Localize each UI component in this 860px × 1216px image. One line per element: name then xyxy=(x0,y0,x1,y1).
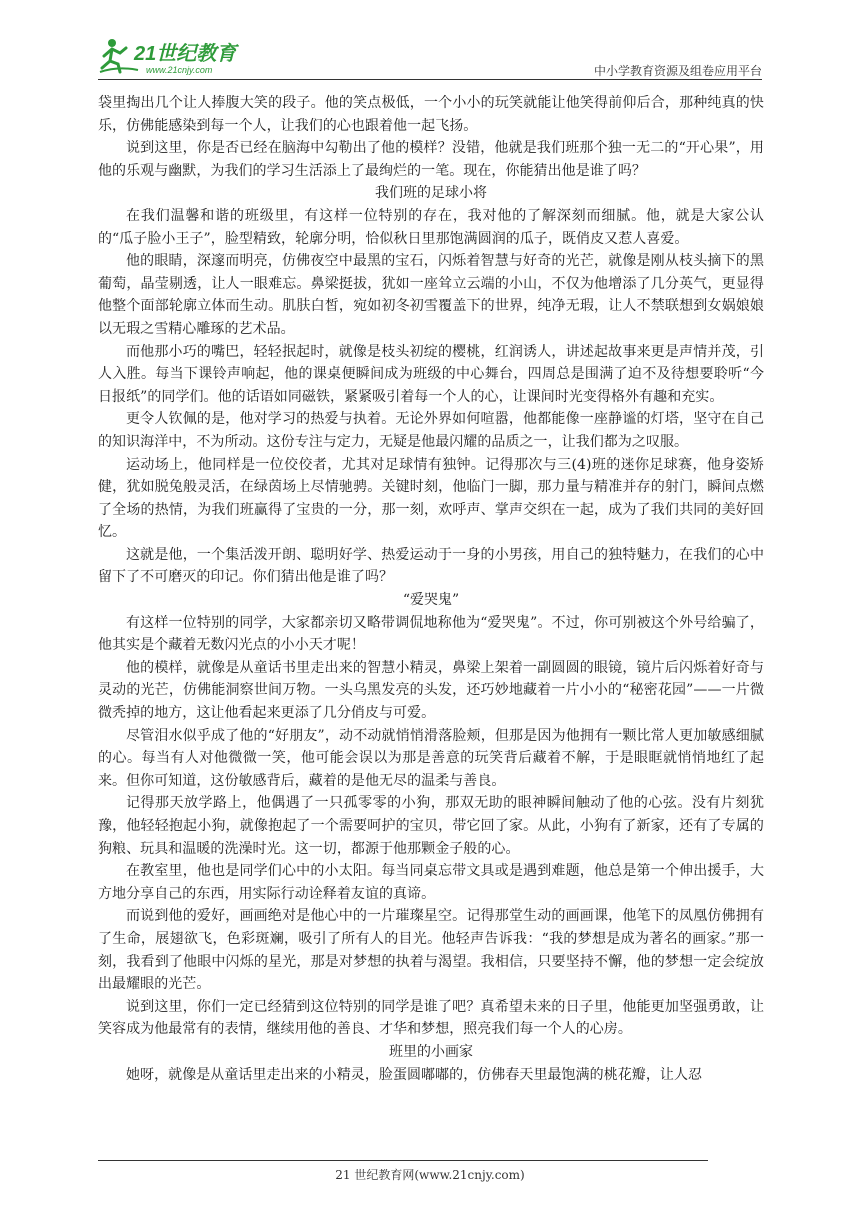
footer-divider xyxy=(98,1160,708,1161)
paragraph: 而说到他的爱好，画画绝对是他心中的一片璀璨星空。记得那堂生动的画画课，他笔下的凤凰仿佛拥有了生命，展翅欲飞，色彩斑斓，吸引了所有人的目光。他轻声告诉我：“我的梦想是成为著名的画家。”那一刻，我看到了他眼中闪烁的星光，那是对梦想的执着与渴望。我相信，只要坚持不懈，他的梦想一定会绽放出最耀眼的光芒。 xyxy=(98,908,764,993)
page-footer: 21 世纪教育网(www.21cnjy.com) xyxy=(335,1168,525,1182)
paragraph: 在教室里，他也是同学们心中的小太阳。每当同桌忘带文具或是遇到难题，他总是第一个伸出援手，大方地分享自己的东西，用实际行动诠释着友谊的真谛。 xyxy=(98,863,764,902)
logo xyxy=(98,36,278,76)
paragraph: 运动场上，他同样是一位佼佼者，尤其对足球情有独钟。记得那次与三(4)班的迷你足球赛，他身姿矫健，犹如脱兔般灵活，在绿茵场上尽情驰骋。关键时刻，他临门一脚，那力量与精准并存的射门，瞬间点燃了全场的热情，为我们班赢得了宝贵的一分，那一刻，欢呼声、掌声交织在一起，成为了我们共同的美好回忆。 xyxy=(98,456,764,541)
paragraph: 说到这里，你们一定已经猜到这位特别的同学是谁了吧？真希望未来的日子里，他能更加坚强勇敢，让笑容成为他最常有的表情，继续用他的善良、才华和梦想，照亮我们每一个人的心房。 xyxy=(98,998,764,1038)
section-title: 班里的小画家 xyxy=(389,1043,473,1060)
paragraph: 更令人钦佩的是，他对学习的热爱与执着。无论外界如何喧嚣，他都能像一座静谧的灯塔，坚守在自己的知识海洋中，不为所动。这份专注与定力，无疑是他最闪耀的品质之一，让我们都为之叹服。 xyxy=(98,411,764,450)
section-title: 我们班的足球小将 xyxy=(375,185,487,202)
paragraph: 有这样一位特别的同学，大家都亲切又略带调侃地称他为“爱哭鬼”。不过，你可别被这个外号给骗了，他其实是个藏着无数闪光点的小小天才呢！ xyxy=(98,614,764,654)
paragraph: 在我们温馨和谐的班级里，有这样一位特别的存在，我对他的了解深刻而细腻。他，就是大家公认的“瓜子脸小王子”，脸型精致，轮廓分明，恰似秋日里那饱满圆润的瓜子，既俏皮又惹人喜爱。 xyxy=(98,207,764,247)
article-body xyxy=(98,92,764,1086)
section-title: “爱哭鬼” xyxy=(402,592,460,609)
paragraph: 这就是他，一个集活泼开朗、聪明好学、热爱运动于一身的小男孩，用自己的独特魅力，在我们的心中留下了不可磨灭的印记。你们猜出他是谁了吗？ xyxy=(98,546,764,586)
paragraph: 袋里掏出几个让人捧腹大笑的段子。他的笑点极低，一个小小的玩笑就能让他笑得前仰后合，那种纯真的快乐，仿佛能感染到每一个人，让我们的心也跟着他一起飞扬。 xyxy=(98,95,764,134)
paragraph: 尽管泪水似乎成了他的“好朋友”，动不动就悄悄滑落脸颊，但那是因为他拥有一颗比常人更加敏感细腻的心。每当有人对他微微一笑，他可能会误以为那是善意的玩笑背后藏着不解，于是眼眶就悄悄地红了起来。但你可知道，这份敏感背后，藏着的是他无尽的温柔与善良。 xyxy=(98,727,764,789)
header-divider xyxy=(98,79,762,80)
paragraph: 而他那小巧的嘴巴，轻轻抿起时，就像是枝头初绽的樱桃，红润诱人，讲述起故事来更是声情并茂，引人入胜。每当下课铃声响起，他的课桌便瞬间成为班级的中心舞台，四周总是围满了迫不及待想要聆听“今日报纸”的同学们。他的话语如同磁铁，紧紧吸引着每一个人的心，让课间时光变得格外有趣和充实。 xyxy=(98,343,764,405)
paragraph: 她呀，就像是从童话里走出来的小精灵，脸蛋圆嘟嘟的，仿佛春天里最饱满的桃花瓣，让人忍 xyxy=(126,1066,703,1083)
paragraph: 他的模样，就像是从童话书里走出来的智慧小精灵，鼻梁上架着一副圆圆的眼镜，镜片后闪烁着好奇与灵动的光芒，仿佛能洞察世间万物。一头乌黑发亮的头发，还巧妙地藏着一片小小的“秘密花园”——一片微微秃掉的地方，这让他看起来更添了几分俏皮与可爱。 xyxy=(98,659,764,722)
runner-logo-icon xyxy=(98,36,278,76)
paragraph: 记得那天放学路上，他偶遇了一只孤零零的小狗，那双无助的眼神瞬间触动了他的心弦。没有片刻犹豫，他轻轻抱起小狗，就像抱起了一个需要呵护的宝贝，带它回了家。从此，小狗有了新家，还有了专属的狗粮、玩具和温暖的洗澡时光。这一切，都源于他那颗金子般的心。 xyxy=(98,795,764,857)
paragraph: 他的眼睛，深邃而明亮，仿佛夜空中最黑的宝石，闪烁着智慧与好奇的光芒，就像是刚从枝头摘下的黑葡萄，晶莹剔透，让人一眼难忘。鼻梁挺拔，犹如一座耸立云端的小山，不仅为他增添了几分英气，更显得他整个面部轮廓立体而生动。肌肤白皙，宛如初冬初雪覆盖下的世界，纯净无瑕，让人不禁联想到女娲娘娘以无瑕之雪精心雕琢的艺术品。 xyxy=(98,253,764,337)
platform-name: 中小学教育资源及组卷应用平台 xyxy=(593,64,762,78)
paragraph: 说到这里，你是否已经在脑海中勾勒出了他的模样？没错，他就是我们班那个独一无二的“开心果”，用他的乐观与幽默，为我们的学习生活添上了最绚烂的一笔。现在，你能猜出他是谁了吗？ xyxy=(98,140,764,179)
page-header xyxy=(98,30,762,80)
logo-text: 21世纪教育 xyxy=(134,43,237,65)
logo-url: www.21cnjy.com xyxy=(146,65,213,75)
